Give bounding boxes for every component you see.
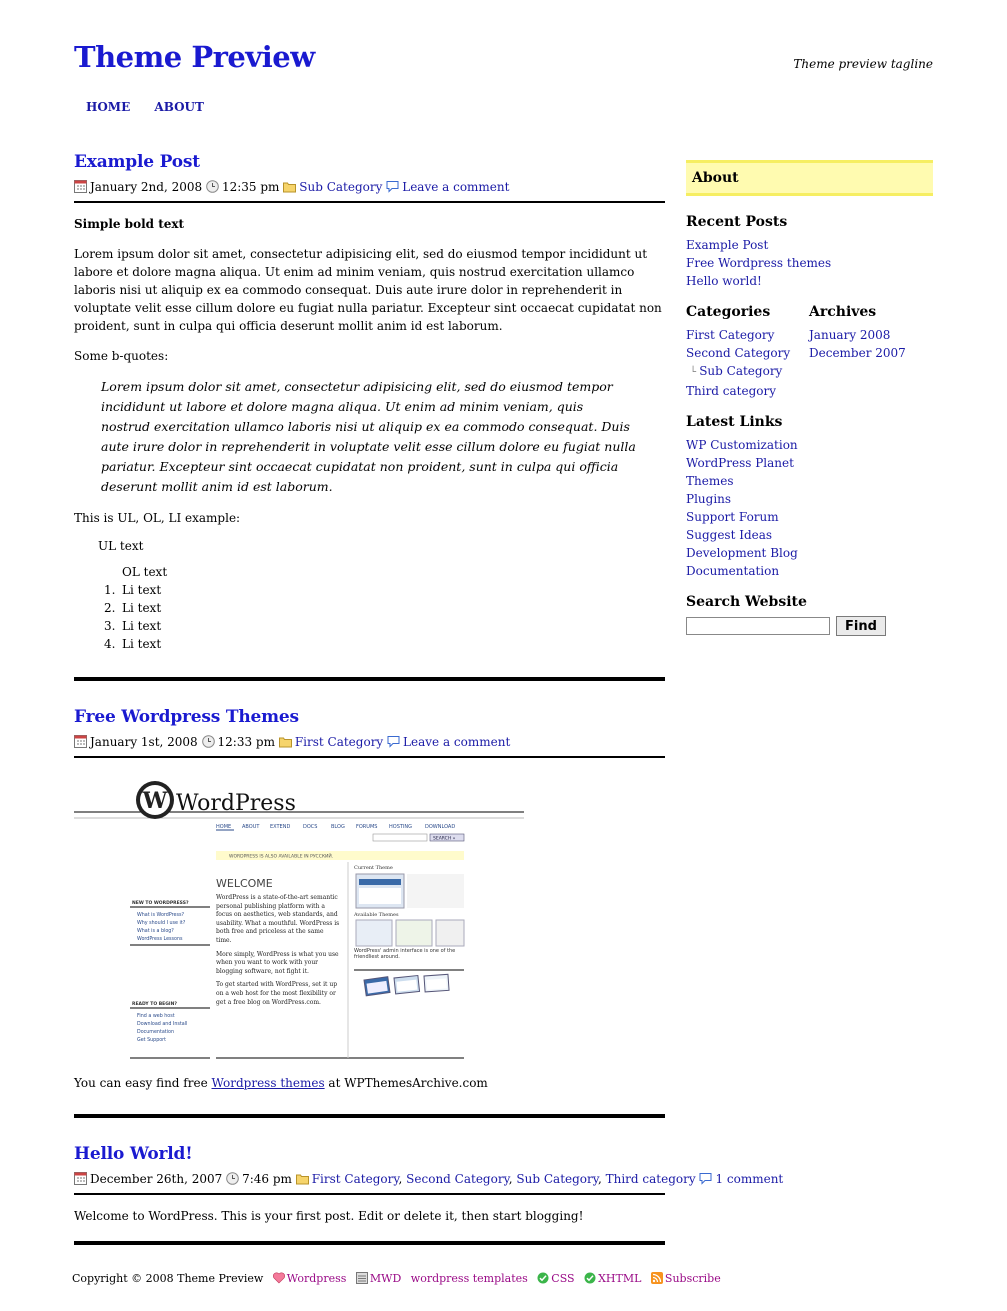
footer-link-templates[interactable]: wordpress templates — [410, 1272, 528, 1285]
wp-logo-text: WordPress — [176, 791, 296, 816]
calendar-icon — [74, 180, 87, 193]
clock-icon — [202, 735, 215, 748]
post-category[interactable]: Third category — [605, 1172, 696, 1186]
wp-nav-item: ABOUT — [242, 824, 260, 830]
svg-text:WordPress Lessons: WordPress Lessons — [137, 937, 183, 942]
heart-icon — [273, 1272, 285, 1284]
post-category[interactable]: First Category — [294, 735, 384, 749]
wp-nav-item: DOWNLOAD — [425, 824, 456, 830]
post-comments-link[interactable]: Leave a comment — [403, 735, 511, 749]
categories-list — [686, 326, 809, 400]
post-divider — [74, 1241, 665, 1245]
category-link[interactable]: Sub Category — [699, 364, 783, 378]
wp-new-heading: NEW TO WORDPRESS? — [132, 901, 189, 906]
wp-available-themes: Available Themes — [354, 912, 399, 918]
list-label: This is UL, OL, LI example: — [74, 511, 241, 525]
clock-icon — [206, 180, 219, 193]
archives-list — [809, 326, 906, 362]
ol-text: OL text — [122, 565, 168, 579]
link-item[interactable]: Development Blog — [686, 546, 798, 560]
category-link[interactable]: Second Category — [686, 346, 791, 360]
archive-link[interactable]: December 2007 — [809, 346, 906, 360]
post-title[interactable]: Free Wordpress Themes — [74, 707, 299, 727]
bquotes-label: Some b-quotes: — [74, 349, 169, 363]
nav-about[interactable]: ABOUT — [154, 100, 204, 114]
link-item[interactable]: WordPress Planet — [686, 456, 794, 470]
wp-caption: WordPress' admin interface is one of the friendliest around. — [354, 948, 456, 960]
footer-link-wordpress[interactable]: Wordpress — [286, 1272, 347, 1285]
post-time: 12:33 pm — [217, 735, 275, 749]
wp-nav-item: FORUMS — [356, 824, 378, 830]
svg-text:Download and Install: Download and Install — [137, 1022, 188, 1027]
wordpress-screenshot-svg — [74, 772, 524, 1062]
post-category[interactable]: Second Category — [406, 1172, 509, 1186]
footer-link-xhtml[interactable]: XHTML — [598, 1272, 642, 1285]
wp-search-button: SEARCH » — [433, 836, 456, 842]
latest-links-list — [686, 436, 933, 580]
post-time: 7:46 pm — [242, 1172, 292, 1186]
search-heading: Search Website — [686, 594, 807, 610]
calendar-icon — [74, 735, 87, 748]
post-category[interactable]: Sub Category — [516, 1172, 598, 1186]
wordpress-themes-link[interactable]: Wordpress themes — [211, 1076, 325, 1090]
post-date: December 26th, 2007 — [90, 1172, 223, 1186]
search-input[interactable] — [686, 617, 830, 635]
archives-heading: Archives — [809, 304, 877, 320]
site-tagline: Theme preview tagline — [793, 57, 933, 71]
wp-nav-item: HOME — [216, 824, 232, 830]
wp-intro2: More simply, WordPress is what you use when you want to work with your blogging software, not fight it. — [216, 950, 339, 975]
list-item: 3. Li text — [104, 619, 162, 633]
post-date: January 2nd, 2008 — [90, 180, 203, 194]
archive-link[interactable]: January 2008 — [809, 328, 891, 342]
wp-notice: WORDPRESS IS ALSO AVAILABLE IN РУССКИЙ. — [229, 854, 334, 860]
svg-text:What is WordPress?: What is WordPress? — [137, 913, 184, 918]
category-link[interactable]: Third category — [686, 384, 777, 398]
post-paragraph: Lorem ipsum dolor sit amet, consectetur adipisicing elit, sed do eiusmod tempor incididunt ut labore et dolore magna aliqua. Ut enim ad minim veniam, quis nostrud exercitation ullamco laboris nisi ut aliquip ex ea commodo consequat. Duis aute irure dolor in reprehenderit in voluptate velit esse cillum dolore eu fugiat nulla pariatur. Excepteur sint occaecat cupidatat non proident, sunt in culpa qui officia deserunt mollit anim id est laborum. — [74, 247, 662, 333]
bold-text: Simple bold text — [74, 217, 185, 231]
post — [74, 152, 665, 681]
main-nav — [86, 100, 224, 114]
footer-link-css[interactable]: CSS — [551, 1272, 575, 1285]
check-icon — [537, 1272, 549, 1284]
link-item[interactable]: Suggest Ideas — [686, 528, 773, 542]
ul-text: UL text — [98, 539, 144, 553]
wp-intro3: To get started with WordPress, set it up on a web host for the most flexibility or get a free blog on WordPress.com. — [216, 981, 338, 1006]
post-comments-link[interactable]: Leave a comment — [402, 180, 510, 194]
post-time: 12:35 pm — [221, 180, 280, 194]
svg-text:Find a web host: Find a web host — [137, 1014, 175, 1019]
categories-archives-row — [686, 304, 933, 400]
svg-text:Get Support: Get Support — [137, 1038, 167, 1043]
post-meta — [74, 733, 665, 758]
recent-post-link[interactable]: Example Post — [686, 238, 769, 252]
search-form — [686, 616, 933, 636]
find-button[interactable]: Find — [836, 616, 886, 636]
footer-link-subscribe[interactable]: Subscribe — [664, 1272, 721, 1285]
link-item[interactable]: WP Customization — [686, 438, 798, 452]
subcategory-tree-icon: └ — [690, 367, 700, 378]
wp-nav-item: EXTEND — [270, 824, 291, 830]
list-item: 1. Li text — [104, 583, 162, 597]
post-paragraph: You can easy find free Wordpress themes at WPThemesArchive.com — [74, 1076, 488, 1090]
post-date: January 1st, 2008 — [90, 735, 198, 749]
latest-links-heading: Latest Links — [686, 414, 783, 430]
sidebar — [686, 160, 933, 636]
post-divider — [74, 1114, 665, 1118]
rss-icon — [651, 1272, 663, 1284]
category-link[interactable]: First Category — [686, 328, 775, 342]
post-meta — [74, 178, 665, 203]
link-item[interactable]: Documentation — [686, 564, 780, 578]
svg-text:Documentation: Documentation — [137, 1030, 174, 1035]
recent-posts-heading: Recent Posts — [686, 214, 788, 230]
categories-heading: Categories — [686, 304, 771, 320]
link-item[interactable]: Support Forum — [686, 510, 779, 524]
post-divider — [74, 677, 665, 681]
about-box: About — [686, 160, 933, 196]
wp-nav-item: HOSTING — [389, 824, 413, 830]
site-title[interactable]: Theme Preview — [74, 40, 315, 74]
folder-icon — [283, 180, 296, 193]
svg-text:What is a blog?: What is a blog? — [137, 929, 174, 934]
ordered-list — [104, 563, 665, 653]
post-title[interactable]: Hello World! — [74, 1144, 193, 1164]
comment-icon — [387, 735, 400, 748]
wp-current-theme: Current Theme — [354, 865, 393, 871]
wp-nav-item: BLOG — [331, 824, 345, 830]
footer-link-mwd[interactable]: MWD — [369, 1272, 402, 1285]
calendar-icon — [74, 1172, 87, 1185]
recent-post-link[interactable]: Hello world! — [686, 274, 762, 288]
template-icon — [356, 1272, 368, 1284]
blockquote: Lorem ipsum dolor sit amet, consectetur adipisicing elit, sed do eiusmod tempor incididunt ut labore et dolore magna aliqua. Ut enim ad minim veniam, quis nostrud exercitation ullamco laboris nisi ut aliquip ex ea commodo consequat. Duis aute irure dolor in reprehenderit in voluptate velit esse cillum dolore eu fugiat nulla pariatur. Excepteur sint occaecat cupidatat non proident, sunt in culpa qui officia deserunt mollit anim id est laborum. — [101, 379, 636, 494]
wp-welcome: WELCOME — [216, 877, 273, 890]
comment-icon — [386, 180, 399, 193]
svg-text:W: W — [142, 788, 168, 814]
wordpress-screenshot-image — [74, 772, 524, 1062]
copyright: Copyright © 2008 Theme Preview — [72, 1272, 264, 1285]
footer — [72, 1272, 721, 1285]
post-category[interactable]: First Category — [311, 1172, 399, 1186]
recent-posts-list — [686, 236, 933, 290]
post-meta: December 26th, 2007 7:46 pm First Category, Second Category, Sub Category, Third category 1 comment — [74, 1170, 665, 1195]
wp-intro: WordPress is a state-of-the-art semantic personal publishing platform with a focus on aesthetics, web standards, and usability. What a mouthful. WordPress is both free and priceless at the same time. — [216, 894, 340, 944]
wp-nav-item: DOCS — [303, 824, 318, 830]
comment-icon — [699, 1172, 712, 1185]
folder-icon — [296, 1172, 309, 1185]
recent-post-link[interactable]: Free Wordpress themes — [686, 256, 832, 270]
link-item[interactable]: Themes — [686, 474, 734, 488]
post-title[interactable]: Example Post — [74, 152, 200, 172]
post-category[interactable]: Sub Category — [299, 180, 383, 194]
check-icon — [584, 1272, 596, 1284]
clock-icon — [226, 1172, 239, 1185]
list-item: 2. Li text — [104, 601, 162, 615]
post — [74, 1144, 784, 1245]
wp-ready-heading: READY TO BEGIN? — [132, 1002, 177, 1007]
svg-text:Why should I use it?: Why should I use it? — [137, 921, 186, 926]
post — [74, 707, 665, 1118]
post-comments-link[interactable]: 1 comment — [715, 1172, 784, 1186]
list-item: 4. Li text — [104, 637, 162, 651]
folder-icon — [279, 735, 292, 748]
post-paragraph: Welcome to WordPress. This is your first post. Edit or delete it, then start blogging! — [74, 1209, 584, 1223]
nav-home[interactable]: HOME — [86, 100, 131, 114]
link-item[interactable]: Plugins — [686, 492, 732, 506]
